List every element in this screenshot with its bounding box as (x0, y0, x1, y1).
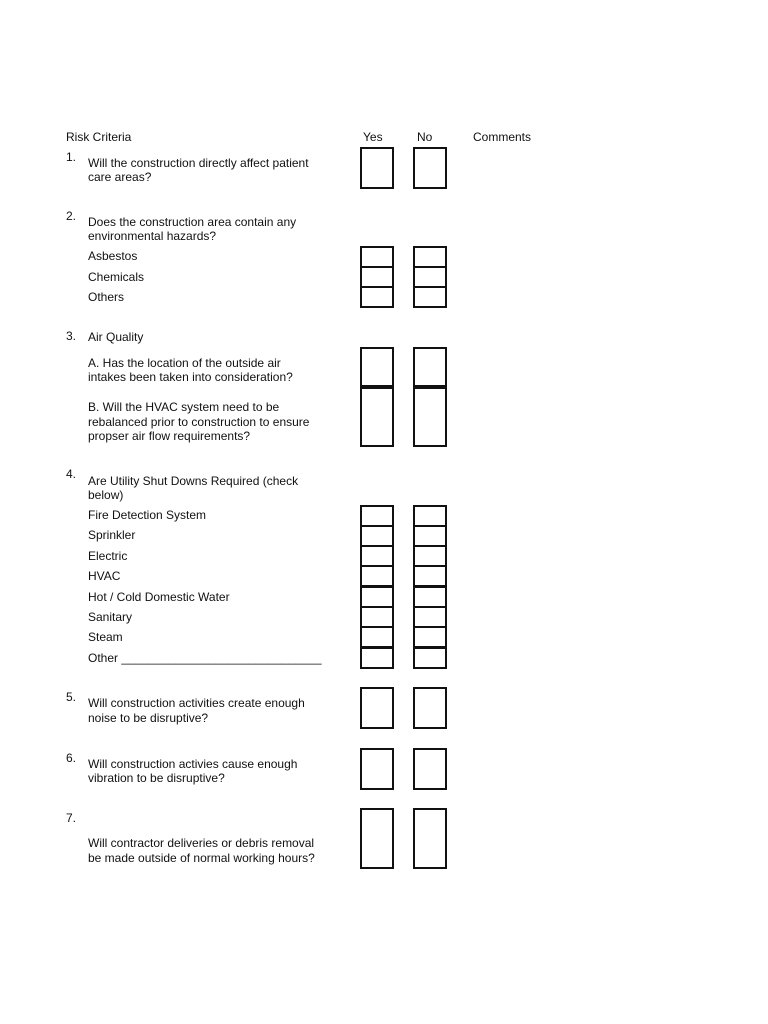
q4-sanitary-no-checkbox[interactable] (413, 606, 447, 628)
q6-yes-checkbox[interactable] (360, 748, 394, 790)
q5-yes-checkbox[interactable] (360, 687, 394, 729)
q2-chemicals-no-checkbox[interactable] (413, 266, 447, 288)
q2-others-yes-checkbox[interactable] (360, 286, 394, 308)
question-1-number: 1. (66, 150, 77, 164)
q3-a-no-checkbox[interactable] (413, 347, 447, 389)
question-6-number: 6. (66, 751, 77, 765)
q4-item-other: Other ______________________________ (88, 651, 322, 665)
question-3-number: 3. (66, 329, 77, 343)
q7-no-checkbox[interactable] (413, 808, 447, 869)
q1-yes-checkbox[interactable] (360, 147, 394, 189)
q4-item-electric: Electric (88, 549, 128, 563)
question-2-line-2: environmental hazards? (88, 229, 217, 243)
question-5-line-1: Will construction activities create enough (88, 696, 305, 710)
q4-item-sprinkler: Sprinkler (88, 528, 136, 542)
q4-item-sanitary: Sanitary (88, 610, 133, 624)
q4-electric-no-checkbox[interactable] (413, 545, 447, 567)
question-3-title: Air Quality (88, 330, 144, 344)
comments-column-header: Comments (473, 130, 532, 144)
question-4-line-1: Are Utility Shut Downs Required (check (88, 474, 299, 488)
q2-others-no-checkbox[interactable] (413, 286, 447, 308)
q4-steam-no-checkbox[interactable] (413, 626, 447, 648)
q2-chemicals-yes-checkbox[interactable] (360, 266, 394, 288)
q4-item-fire-detection: Fire Detection System (88, 508, 207, 522)
q4-sanitary-yes-checkbox[interactable] (360, 606, 394, 628)
q4-domestic-water-yes-checkbox[interactable] (360, 586, 394, 608)
q4-fire-detection-no-checkbox[interactable] (413, 505, 447, 527)
q2-item-asbestos: Asbestos (88, 249, 138, 263)
q3-b-line-3: propser air flow requirements? (88, 429, 251, 443)
question-2-number: 2. (66, 209, 77, 223)
q2-asbestos-yes-checkbox[interactable] (360, 246, 394, 268)
question-2-line-1: Does the construction area contain any (88, 215, 297, 229)
q4-domestic-water-no-checkbox[interactable] (413, 586, 447, 608)
question-4-number: 4. (66, 467, 77, 481)
q4-hvac-no-checkbox[interactable] (413, 565, 447, 587)
q4-steam-yes-checkbox[interactable] (360, 626, 394, 648)
risk-criteria-header: Risk Criteria (66, 130, 132, 144)
q3-a-line-1: A. Has the location of the outside air (88, 356, 281, 370)
question-5-number: 5. (66, 690, 77, 704)
question-7-line-1: Will contractor deliveries or debris removal (88, 836, 315, 850)
q2-asbestos-no-checkbox[interactable] (413, 246, 447, 268)
question-4-line-2: below) (88, 488, 124, 502)
q2-item-others: Others (88, 290, 125, 304)
q4-other-yes-checkbox[interactable] (360, 647, 394, 669)
q2-item-chemicals: Chemicals (88, 270, 145, 284)
q4-hvac-yes-checkbox[interactable] (360, 565, 394, 587)
no-column-header: No (417, 130, 433, 144)
question-7-number: 7. (66, 811, 77, 825)
q3-b-line-1: B. Will the HVAC system need to be (88, 400, 280, 414)
question-6-line-1: Will construction activies cause enough (88, 757, 298, 771)
q5-no-checkbox[interactable] (413, 687, 447, 729)
q6-no-checkbox[interactable] (413, 748, 447, 790)
q1-no-checkbox[interactable] (413, 147, 447, 189)
q4-item-hvac: HVAC (88, 569, 121, 583)
question-5-line-2: noise to be disruptive? (88, 711, 209, 725)
q4-sprinkler-no-checkbox[interactable] (413, 525, 447, 547)
q4-sprinkler-yes-checkbox[interactable] (360, 525, 394, 547)
q3-a-line-2: intakes been taken into consideration? (88, 370, 293, 384)
question-6-line-2: vibration to be disruptive? (88, 771, 225, 785)
question-7-line-2: be made outside of normal working hours? (88, 851, 315, 865)
q3-b-no-checkbox[interactable] (413, 385, 447, 447)
q4-fire-detection-yes-checkbox[interactable] (360, 505, 394, 527)
q3-b-yes-checkbox[interactable] (360, 385, 394, 447)
yes-column-header: Yes (363, 130, 383, 144)
q7-yes-checkbox[interactable] (360, 808, 394, 869)
question-1-line-2: care areas? (88, 170, 152, 184)
q4-electric-yes-checkbox[interactable] (360, 545, 394, 567)
q4-item-domestic-water: Hot / Cold Domestic Water (88, 590, 230, 604)
q3-a-yes-checkbox[interactable] (360, 347, 394, 389)
q4-other-no-checkbox[interactable] (413, 647, 447, 669)
q4-item-steam: Steam (88, 630, 123, 644)
question-1-line-1: Will the construction directly affect patient (88, 156, 309, 170)
q3-b-line-2: rebalanced prior to construction to ensure (88, 415, 310, 429)
